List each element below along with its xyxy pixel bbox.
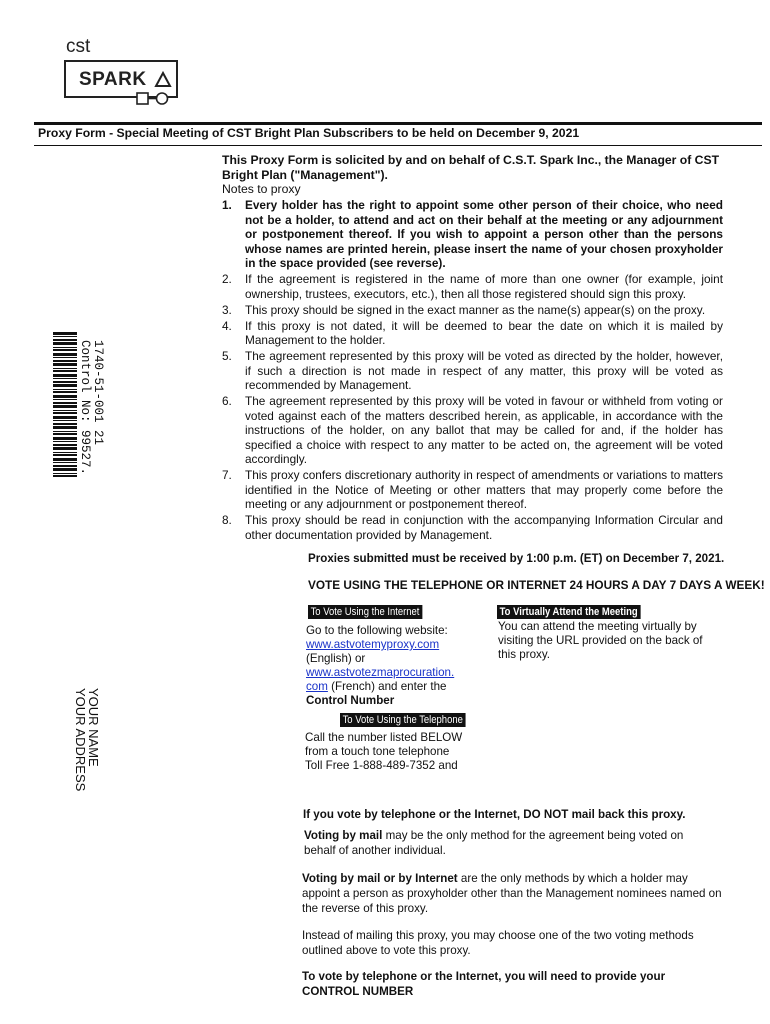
intro-text: This Proxy Form is solicited by and on behalf of C.S.T. Spark Inc., the Manager of CST Bright Plan ("Management"). [222, 153, 720, 182]
logo-spark-text: SPARK [79, 69, 147, 90]
virtual-meeting-text: You can attend the meeting virtually by visiting the URL provided on the back of this proxy. [498, 620, 703, 661]
triangle-icon [154, 71, 172, 89]
note-item: 4. If this proxy is not dated, it will be deemed to bear the date on which it is mailed by Management to the holder. [222, 318, 723, 347]
voting-by-mail-text: Voting by mail may be the only method for the agreement being voted on behalf of another individual. [304, 829, 684, 857]
note-item: 6. The agreement represented by this proxy will be voted in favour or withheld from voting or voted against each of the matters described herein, as applicable, in accordance with the instructions of the holder, on any ballot that may be called for and, if the holder has specified a choice with respect to any matter to be acted on, the agreement will be voted accordingly. [222, 394, 723, 466]
address-text: YOUR NAME YOUR ADDRESS [73, 688, 101, 792]
control-number-block [78, 340, 108, 480]
note-item: 1. Every holder has the right to appoint some other person of their choice, who need not be a holder, to attend and act on their behalf at the meeting or any adjournment or postponement thereof. If you wish to appoint a person other than the persons whose names are printed herein, please insert the name of your chosen proxyholder in the space provided (see reverse). [222, 198, 723, 270]
virtual-meeting-label: To Virtually Attend the Meeting [497, 605, 640, 619]
control-number-text: 1740-51-001 21 Control No: 99527. [78, 340, 105, 476]
logo-cst-text: cst [66, 36, 91, 57]
internet-instructions: Go to the following website: www.astvotemyproxy.com (English) or www.astvotezmaprocuration. com (French) and enter the Control Number [306, 624, 455, 707]
page-title: Proxy Form - Special Meeting of CST Bright Plan Subscribers to be held on December 9, 2021 [38, 126, 580, 140]
provide-control-number-text: To vote by telephone or the Internet, you will need to provide your CONTROL NUMBER [302, 970, 666, 998]
address-block [74, 688, 104, 798]
link-icon [132, 90, 176, 108]
vote-24-hours-heading: VOTE USING THE TELEPHONE OR INTERNET 24 HOURS A DAY 7 DAYS A WEEK! [308, 578, 765, 592]
header-rule [34, 122, 762, 125]
note-item: 5. The agreement represented by this proxy will be voted as directed by the holder, however, if such a direction is not made in respect of any matter, this proxy will be voted as recommended by Management. [222, 349, 723, 392]
note-item: 7. This proxy confers discretionary authority in respect of amendments or variations to matters identified in the Notice of Meeting or other matters that may properly come before the meeting or any adjournment or postponement thereof. [222, 468, 723, 511]
no-mail-warning: If you vote by telephone or the Internet, DO NOT mail back this proxy. [303, 808, 686, 821]
instead-of-mailing-text: Instead of mailing this proxy, you may choose one of the two voting methods outlined above to vote this proxy. [302, 929, 694, 957]
title-rule [34, 145, 762, 146]
barcode [53, 332, 77, 478]
note-item: 2. If the agreement is registered in the name of more than one owner (for example, joint ownership, trustees, executors, etc.), then all those registered should sign this proxy. [222, 272, 723, 301]
french-proxy-link[interactable]: www.astvotezmaprocuration. com [306, 666, 455, 693]
internet-vote-label: To Vote Using the Internet [308, 605, 422, 619]
telephone-vote-label: To Vote Using the Telephone [340, 713, 465, 727]
notes-heading: Notes to proxy [222, 182, 301, 196]
note-item: 8. This proxy should be read in conjunction with the accompanying Information Circular and other documentation provided by Management. [222, 513, 723, 542]
notes-list [222, 198, 723, 544]
deadline-text: Proxies submitted must be received by 1:00 p.m. (ET) on December 7, 2021. [308, 552, 725, 565]
telephone-instructions: Call the number listed BELOW from a touch tone telephone Toll Free 1-888-489-7352 and [305, 731, 463, 772]
voting-by-mail-internet-text: Voting by mail or by Internet are the only methods by which a holder may appoint a person as proxyholder other than the Management nominees named on the reverse of this proxy. [302, 872, 722, 915]
toll-free-number: Toll Free 1-888-489-7352 and [305, 759, 458, 772]
english-proxy-link[interactable]: www.astvotemyproxy.com [306, 638, 440, 651]
note-item: 3. This proxy should be signed in the exact manner as the name(s) appear(s) on the proxy. [222, 302, 706, 317]
control-number-label: Control Number [306, 694, 395, 707]
